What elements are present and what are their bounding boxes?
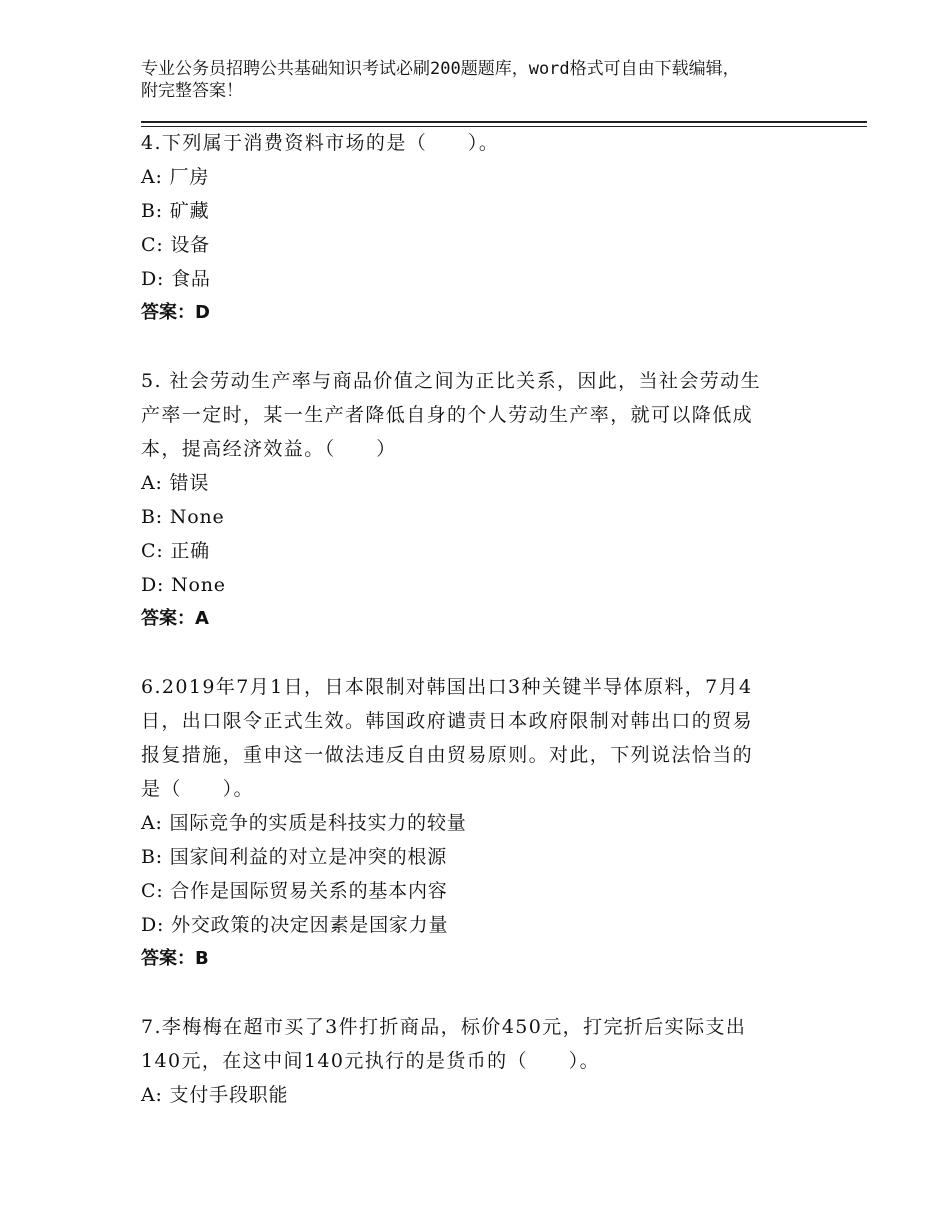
answer: 答案：D xyxy=(141,302,210,323)
question-5 xyxy=(141,364,821,636)
option-d: D: None xyxy=(141,574,226,596)
options xyxy=(141,806,821,942)
question-line: 产率一定时，某一生产者降低自身的个人劳动生产率，就可以降低成 xyxy=(141,404,754,426)
option-a: A: 厂房 xyxy=(141,166,210,188)
question-line: 4.下列属于消费资料市场的是（ ）。 xyxy=(141,132,500,154)
options xyxy=(141,1078,821,1112)
header-line: 附完整答案！ xyxy=(141,81,243,101)
question-text xyxy=(141,364,821,466)
question-text xyxy=(141,1010,821,1078)
option-b: B: None xyxy=(141,506,225,528)
question-line: 6.2019年7月1日，日本限制对韩国出口3种关键半导体原料，7月4 xyxy=(141,676,753,698)
question-line: 日，出口限令正式生效。韩国政府谴责日本政府限制对韩出口的贸易 xyxy=(141,710,754,732)
options xyxy=(141,466,821,602)
question-line: 是（ ）。 xyxy=(141,778,254,800)
question-list xyxy=(141,126,821,1146)
question-line: 5. 社会劳动生产率与商品价值之间为正比关系，因此，当社会劳动生 xyxy=(141,370,761,392)
option-d: D: 食品 xyxy=(141,268,211,290)
answer: 答案：A xyxy=(141,608,209,629)
option-b: B: 国家间利益的对立是冲突的根源 xyxy=(141,846,448,868)
question-7 xyxy=(141,1010,821,1112)
options xyxy=(141,160,821,296)
question-4 xyxy=(141,126,821,330)
option-a: A: 国际竞争的实质是科技实力的较量 xyxy=(141,812,467,834)
option-c: C: 设备 xyxy=(141,234,210,256)
question-line: 本，提高经济效益。（ ） xyxy=(141,438,397,460)
answer: 答案：B xyxy=(141,948,209,969)
question-line: 140元，在这中间140元执行的是货币的（ ）。 xyxy=(141,1050,601,1072)
header-divider-thick xyxy=(141,121,867,123)
header-line: 专业公务员招聘公共基础知识考试必刷200题题库，word格式可自由下载编辑， xyxy=(141,59,740,79)
option-a: A: 错误 xyxy=(141,472,210,494)
question-6 xyxy=(141,670,821,976)
option-c: C: 正确 xyxy=(141,540,210,562)
option-b: B: 矿藏 xyxy=(141,200,210,222)
question-line: 报复措施，重申这一做法违反自由贸易原则。对此，下列说法恰当的 xyxy=(141,744,754,766)
option-a: A: 支付手段职能 xyxy=(141,1084,289,1106)
question-text xyxy=(141,670,821,806)
option-d: D: 外交政策的决定因素是国家力量 xyxy=(141,914,449,936)
option-c: C: 合作是国际贸易关系的基本内容 xyxy=(141,880,448,902)
page-header xyxy=(141,58,821,102)
question-text xyxy=(141,126,821,160)
question-line: 7.李梅梅在超市买了3件打折商品，标价450元，打完折后实际支出 xyxy=(141,1016,747,1038)
